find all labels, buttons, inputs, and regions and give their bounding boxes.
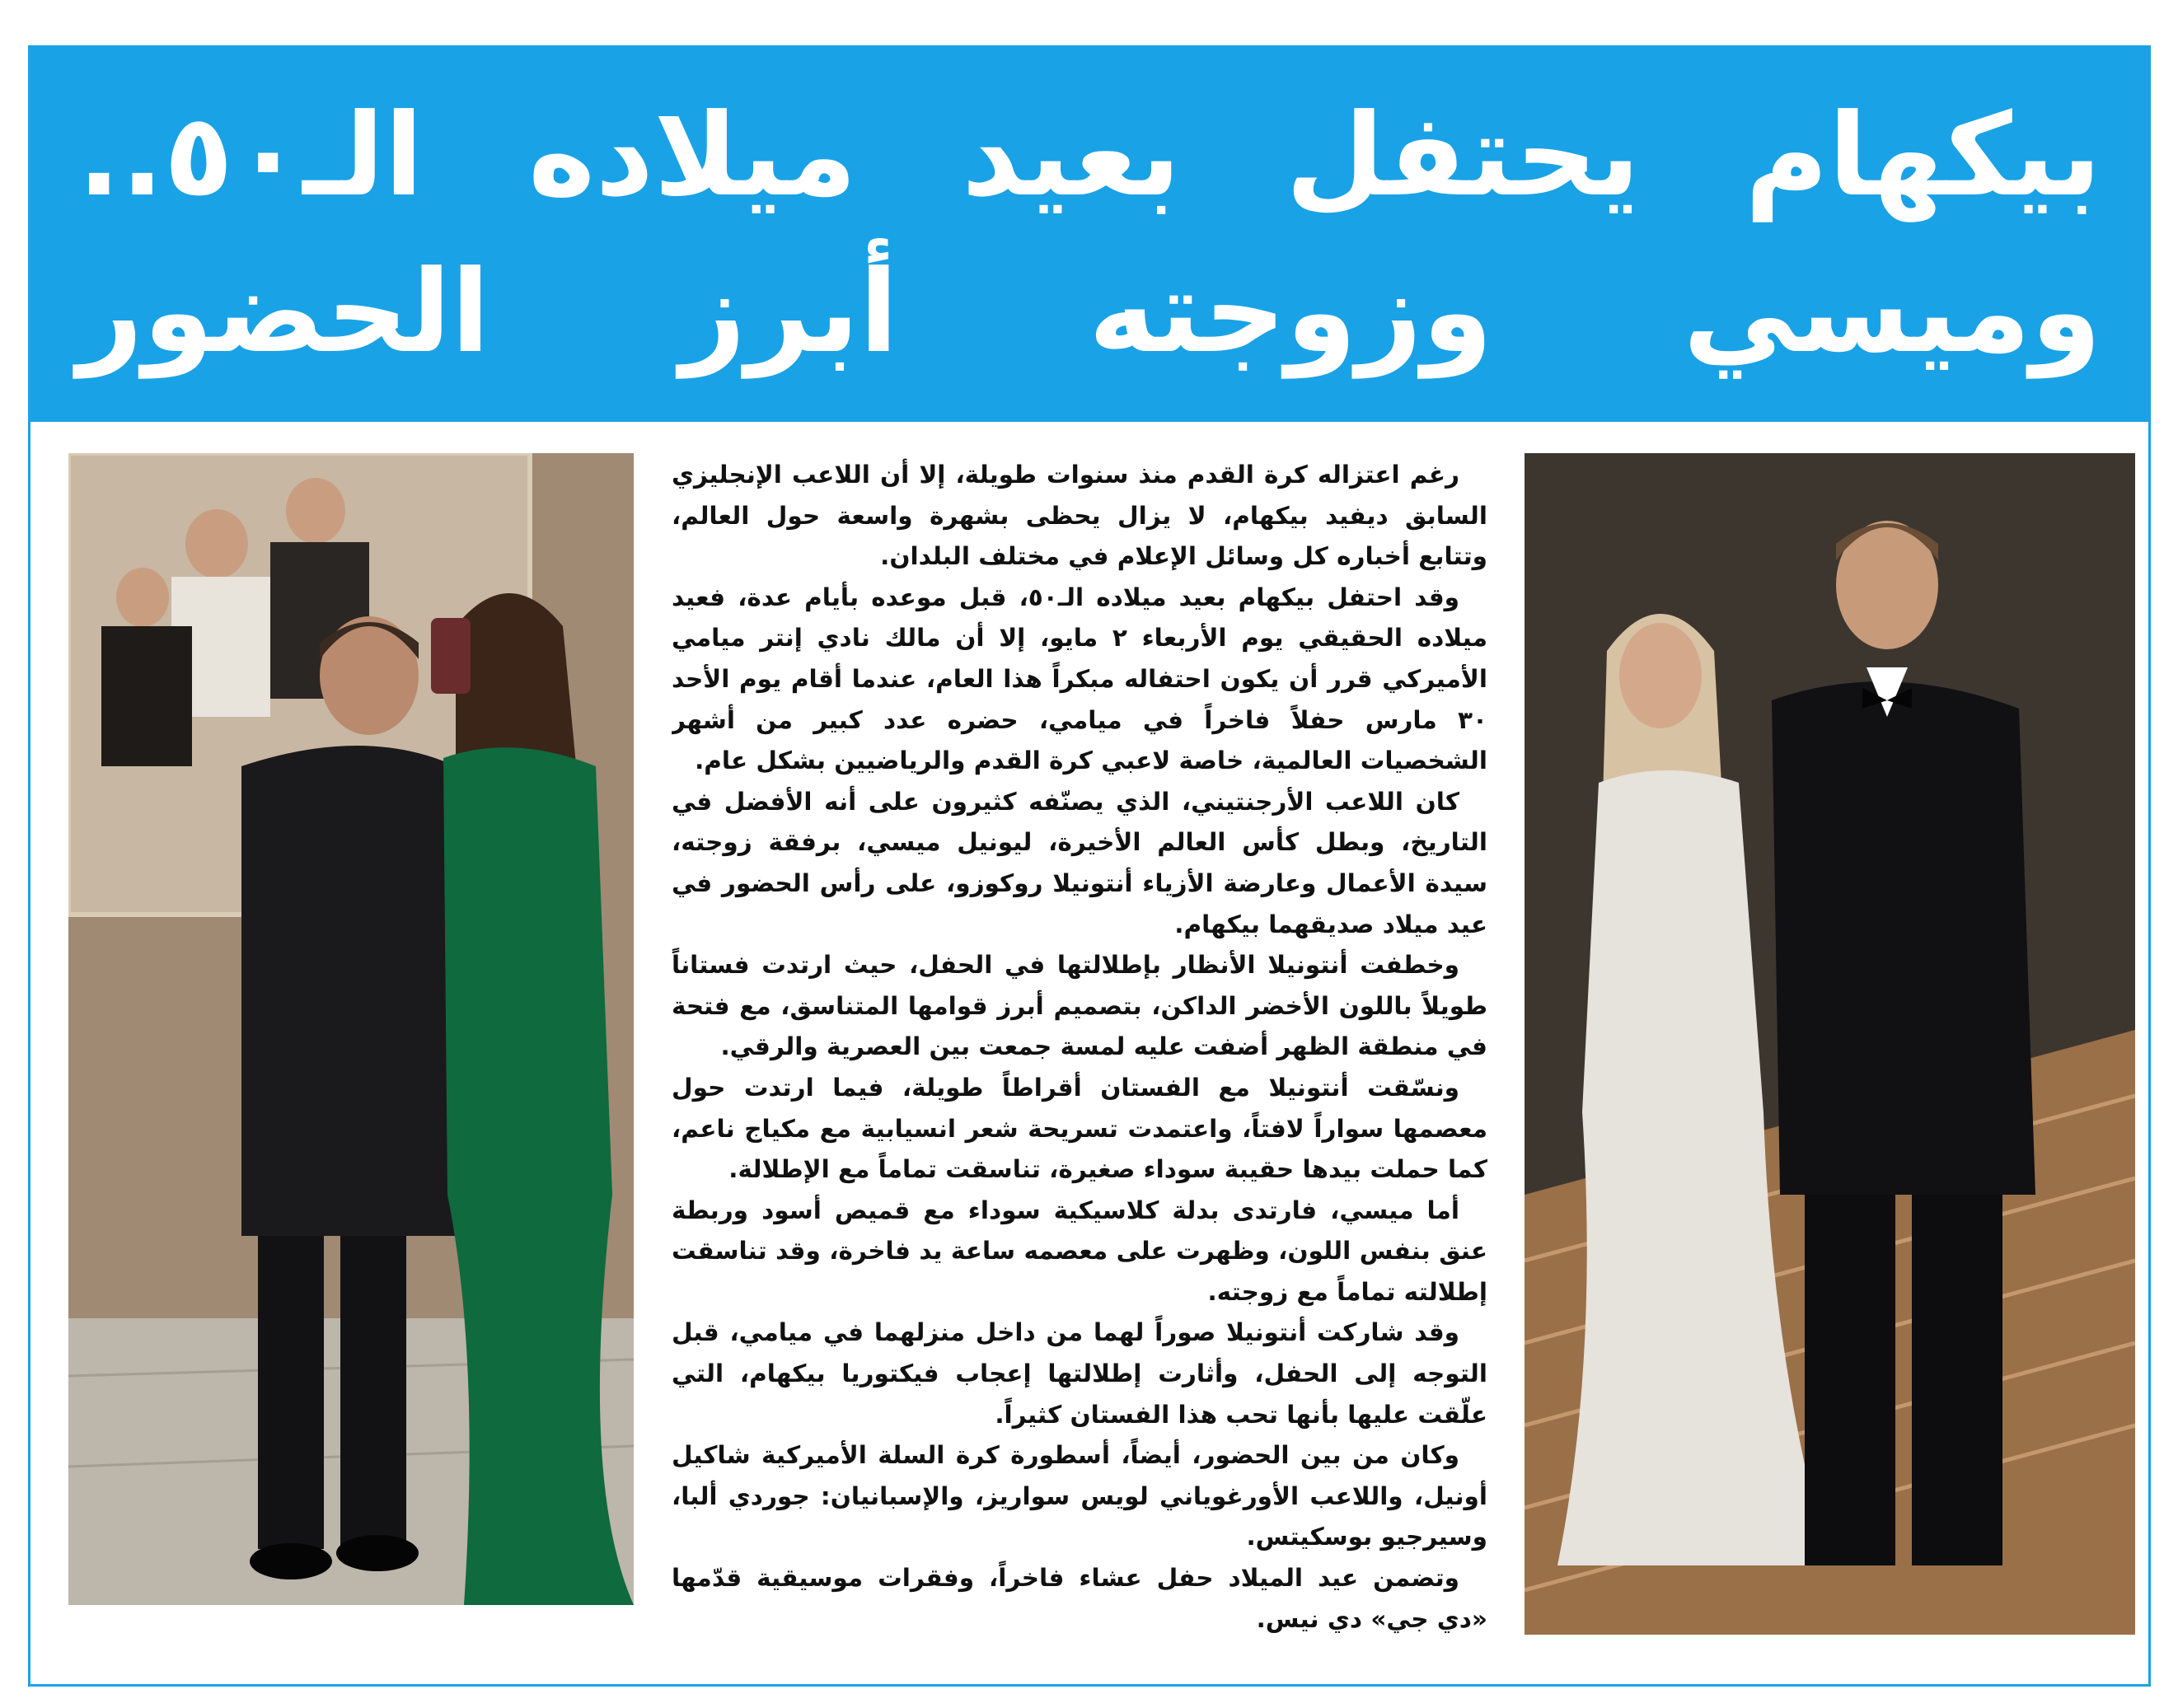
- article-paragraph: وتضمن عيد الميلاد حفل عشاء فاخراً، وفقرات موسيقية قدّمها «دي جي» دي نيس.: [672, 1564, 1487, 1633]
- headline-banner: [28, 45, 2151, 422]
- photo-messi-antonela: [68, 453, 634, 1605]
- article-body: [672, 455, 1487, 1658]
- headline-line-2: وميسي وزوجته أبرز الحضور: [77, 245, 2101, 378]
- article-paragraph: أما ميسي، فارتدى بدلة كلاسيكية سوداء مع قميص أسود وربطة عنق بنفس اللون، وظهرت على معصمه ساعة يد فاخرة، وقد تناسقت إطلالته تماماً مع زوجته.: [672, 1196, 1487, 1306]
- article-paragraph: وقد شاركت أنتونيلا صوراً لهما من داخل منزلهما في ميامي، قبل التوجه إلى الحفل، وأثارت إطلالتها إعجاب فيكتوريا بيكهام، التي علّقت عليها بأنها تحب هذا الفستان كثيراً.: [672, 1318, 1487, 1429]
- headline-line-1: بيكهام يحتفل بعيد ميلاده الـ٥٠..: [77, 88, 2101, 222]
- photo-beckham-victoria: [1525, 453, 2135, 1635]
- article-paragraph: وقد احتفل بيكهام بعيد ميلاده الـ٥٠، قبل موعده بأيام عدة، فعيد ميلاده الحقيقي يوم الأربعاء ٢ مايو، إلا أن مالك نادي إنتر ميامي الأميركي قرر أن يكون احتفاله مبكراً هذا العام، عندما أقام يوم الأحد ٣٠ مارس حفلاً فاخراً في ميامي، حضره عدد كبير من أشهر الشخصيات العالمية، خاصة لاعبي كرة القدم والرياضيين بشكل عام.: [672, 583, 1487, 775]
- article-paragraph: ونسّقت أنتونيلا مع الفستان أقراطاً طويلة، فيما ارتدت حول معصمها سواراً لافتاً، واعتمدت تسريحة شعر انسيابية مع مكياج ناعم، كما حملت بيدها حقيبة سوداء صغيرة، تناسقت تماماً مع الإطلالة.: [672, 1073, 1487, 1184]
- article-paragraph: وكان من بين الحضور، أيضاً، أسطورة كرة السلة الأميركية شاكيل أونيل، واللاعب الأورغوياني لويس سواريز، والإسبانيان: جوردي ألبا، وسيرجيو بوسكيتس.: [672, 1441, 1487, 1551]
- article-paragraph: كان اللاعب الأرجنتيني، الذي يصنّفه كثيرون على أنه الأفضل في التاريخ، وبطل كأس العالم الأخيرة، ليونيل ميسي، برفقة زوجته، سيدة الأعمال وعارضة الأزياء أنتونيلا روكوزو، على رأس الحضور في عيد ميلاد صديقهما بيكهام.: [672, 787, 1487, 938]
- article-paragraph: وخطفت أنتونيلا الأنظار بإطلالتها في الحفل، حيث ارتدت فستاناً طويلاً باللون الأخضر الداكن، بتصميم أبرز قوامها المتناسق، مع فتحة في منطقة الظهر أضفت عليه لمسة جمعت بين العصرية والرقي.: [672, 951, 1487, 1061]
- article-paragraph: رغم اعتزاله كرة القدم منذ سنوات طويلة، إلا أن اللاعب الإنجليزي السابق ديفيد بيكهام، لا يزال يحظى بشهرة واسعة حول العالم، وتتابع أخباره كل وسائل الإعلام في مختلف البلدان.: [672, 461, 1487, 571]
